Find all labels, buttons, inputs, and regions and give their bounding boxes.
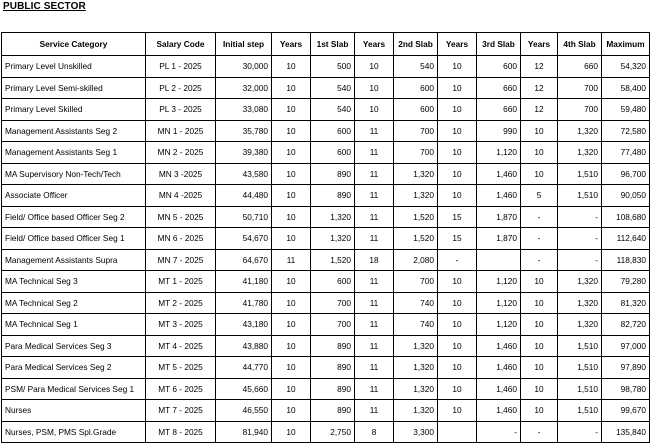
cell-fourth-slab: 660 — [558, 56, 602, 78]
cell-service-category: MA Technical Seg 3 — [2, 271, 146, 293]
cell-second-slab: 1,320 — [394, 185, 438, 207]
column-header-service-category: Service Category — [2, 33, 146, 56]
cell-years-4: 12 — [521, 56, 558, 78]
cell-initial-step: 64,670 — [216, 249, 272, 271]
cell-third-slab: 990 — [477, 120, 521, 142]
cell-years-1: 10 — [272, 163, 311, 185]
cell-first-slab: 890 — [311, 335, 355, 357]
table-row — [2, 400, 650, 422]
cell-third-slab: 600 — [477, 56, 521, 78]
cell-years-1: 10 — [272, 142, 311, 164]
cell-first-slab: 600 — [311, 271, 355, 293]
cell-maximum: 90,050 — [602, 185, 650, 207]
cell-second-slab: 1,520 — [394, 206, 438, 228]
cell-second-slab: 1,320 — [394, 400, 438, 422]
cell-years-1: 10 — [272, 335, 311, 357]
cell-years-2: 10 — [355, 56, 394, 78]
cell-years-3 — [438, 421, 477, 443]
cell-second-slab: 1,320 — [394, 378, 438, 400]
cell-fourth-slab: 1,510 — [558, 335, 602, 357]
cell-salary-code: MT 4 - 2025 — [146, 335, 216, 357]
cell-years-1: 10 — [272, 120, 311, 142]
cell-years-2: 11 — [355, 357, 394, 379]
cell-initial-step: 30,000 — [216, 56, 272, 78]
cell-maximum: 82,720 — [602, 314, 650, 336]
cell-initial-step: 33,080 — [216, 99, 272, 121]
cell-second-slab: 1,320 — [394, 335, 438, 357]
table-row — [2, 206, 650, 228]
cell-service-category: Para Medical Services Seg 3 — [2, 335, 146, 357]
column-header-first-slab: 1st Slab — [311, 33, 355, 56]
cell-years-1: 10 — [272, 56, 311, 78]
cell-third-slab: 1,460 — [477, 163, 521, 185]
cell-years-2: 11 — [355, 120, 394, 142]
cell-initial-step: 39,380 — [216, 142, 272, 164]
cell-years-1: 10 — [272, 77, 311, 99]
cell-fourth-slab: 1,510 — [558, 357, 602, 379]
header-row — [2, 33, 650, 56]
cell-years-3: 15 — [438, 228, 477, 250]
table-row — [2, 421, 650, 443]
cell-years-2: 11 — [355, 314, 394, 336]
cell-years-2: 11 — [355, 228, 394, 250]
table-row — [2, 357, 650, 379]
cell-years-2: 18 — [355, 249, 394, 271]
cell-third-slab: 1,120 — [477, 142, 521, 164]
cell-third-slab: 1,120 — [477, 271, 521, 293]
cell-initial-step: 44,770 — [216, 357, 272, 379]
cell-first-slab: 700 — [311, 292, 355, 314]
cell-third-slab: 1,120 — [477, 314, 521, 336]
cell-first-slab: 600 — [311, 120, 355, 142]
cell-second-slab: 3,300 — [394, 421, 438, 443]
column-header-fourth-slab: 4th Slab — [558, 33, 602, 56]
cell-fourth-slab: - — [558, 228, 602, 250]
table-row — [2, 228, 650, 250]
cell-initial-step: 41,780 — [216, 292, 272, 314]
table-row — [2, 120, 650, 142]
cell-years-2: 11 — [355, 271, 394, 293]
cell-maximum: 108,680 — [602, 206, 650, 228]
cell-third-slab: 1,460 — [477, 357, 521, 379]
cell-years-3: 10 — [438, 378, 477, 400]
cell-first-slab: 600 — [311, 142, 355, 164]
cell-years-3: 10 — [438, 185, 477, 207]
cell-first-slab: 1,520 — [311, 249, 355, 271]
cell-service-category: Nurses — [2, 400, 146, 422]
cell-service-category: Management Assistants Supra — [2, 249, 146, 271]
cell-second-slab: 700 — [394, 271, 438, 293]
cell-years-2: 11 — [355, 400, 394, 422]
cell-years-2: 10 — [355, 99, 394, 121]
cell-service-category: Associate Officer — [2, 185, 146, 207]
cell-years-1: 11 — [272, 249, 311, 271]
cell-initial-step: 50,710 — [216, 206, 272, 228]
cell-first-slab: 890 — [311, 378, 355, 400]
cell-salary-code: MN 2 - 2025 — [146, 142, 216, 164]
cell-first-slab: 540 — [311, 77, 355, 99]
cell-initial-step: 43,580 — [216, 163, 272, 185]
column-header-maximum: Maximum — [602, 33, 650, 56]
cell-maximum: 81,320 — [602, 292, 650, 314]
cell-second-slab: 1,520 — [394, 228, 438, 250]
cell-years-1: 10 — [272, 271, 311, 293]
column-header-years-3: Years — [438, 33, 477, 56]
cell-first-slab: 700 — [311, 314, 355, 336]
cell-salary-code: MT 1 - 2025 — [146, 271, 216, 293]
cell-years-2: 11 — [355, 206, 394, 228]
cell-years-2: 11 — [355, 335, 394, 357]
cell-service-category: Primary Level Unskilled — [2, 56, 146, 78]
cell-years-3: 10 — [438, 271, 477, 293]
cell-second-slab: 540 — [394, 56, 438, 78]
cell-first-slab: 890 — [311, 400, 355, 422]
cell-salary-code: MT 2 - 2025 — [146, 292, 216, 314]
table-row — [2, 142, 650, 164]
table-row — [2, 163, 650, 185]
cell-service-category: MA Technical Seg 1 — [2, 314, 146, 336]
cell-years-3: 10 — [438, 99, 477, 121]
cell-service-category: MA Technical Seg 2 — [2, 292, 146, 314]
cell-years-2: 11 — [355, 292, 394, 314]
cell-salary-code: MT 7 - 2025 — [146, 400, 216, 422]
column-header-second-slab: 2nd Slab — [394, 33, 438, 56]
cell-salary-code: PL 1 - 2025 — [146, 56, 216, 78]
cell-years-4: - — [521, 228, 558, 250]
cell-fourth-slab: 1,510 — [558, 400, 602, 422]
cell-initial-step: 54,670 — [216, 228, 272, 250]
cell-fourth-slab: 700 — [558, 99, 602, 121]
cell-fourth-slab: 1,320 — [558, 142, 602, 164]
cell-years-3: 10 — [438, 357, 477, 379]
cell-years-1: 10 — [272, 357, 311, 379]
cell-service-category: Primary Level Semi-skilled — [2, 77, 146, 99]
column-header-years-4: Years — [521, 33, 558, 56]
cell-years-1: 10 — [272, 99, 311, 121]
cell-years-4: 12 — [521, 99, 558, 121]
cell-years-1: 10 — [272, 314, 311, 336]
cell-fourth-slab: 1,510 — [558, 185, 602, 207]
cell-years-2: 11 — [355, 142, 394, 164]
table-row — [2, 378, 650, 400]
table-row — [2, 271, 650, 293]
cell-maximum: 97,000 — [602, 335, 650, 357]
cell-maximum: 77,480 — [602, 142, 650, 164]
cell-second-slab: 1,320 — [394, 357, 438, 379]
cell-years-2: 11 — [355, 185, 394, 207]
column-header-third-slab: 3rd Slab — [477, 33, 521, 56]
cell-fourth-slab: - — [558, 421, 602, 443]
cell-fourth-slab: - — [558, 206, 602, 228]
cell-years-2: 11 — [355, 163, 394, 185]
cell-years-4: 5 — [521, 185, 558, 207]
cell-maximum: 96,700 — [602, 163, 650, 185]
cell-salary-code: MN 7 - 2025 — [146, 249, 216, 271]
cell-years-3: 15 — [438, 206, 477, 228]
cell-years-3: 10 — [438, 77, 477, 99]
cell-years-4: 10 — [521, 314, 558, 336]
cell-first-slab: 2,750 — [311, 421, 355, 443]
cell-maximum: 112,640 — [602, 228, 650, 250]
cell-years-3: 10 — [438, 142, 477, 164]
cell-service-category: Management Assistants Seg 2 — [2, 120, 146, 142]
cell-years-4: - — [521, 206, 558, 228]
cell-initial-step: 43,180 — [216, 314, 272, 336]
cell-initial-step: 44,480 — [216, 185, 272, 207]
cell-maximum: 97,890 — [602, 357, 650, 379]
table-row — [2, 77, 650, 99]
cell-second-slab: 700 — [394, 120, 438, 142]
cell-salary-code: MN 1 - 2025 — [146, 120, 216, 142]
cell-service-category: Nurses, PSM, PMS Spl.Grade — [2, 421, 146, 443]
cell-third-slab: - — [477, 421, 521, 443]
cell-years-4: 10 — [521, 292, 558, 314]
cell-years-1: 10 — [272, 185, 311, 207]
cell-service-category: Management Assistants Seg 1 — [2, 142, 146, 164]
cell-initial-step: 45,660 — [216, 378, 272, 400]
cell-salary-code: MT 3 - 2025 — [146, 314, 216, 336]
cell-initial-step: 46,550 — [216, 400, 272, 422]
cell-years-3: - — [438, 249, 477, 271]
cell-service-category: PSM/ Para Medical Services Seg 1 — [2, 378, 146, 400]
table-row — [2, 335, 650, 357]
cell-first-slab: 890 — [311, 185, 355, 207]
cell-years-3: 10 — [438, 292, 477, 314]
cell-years-4: 10 — [521, 335, 558, 357]
table-row — [2, 314, 650, 336]
cell-years-2: 11 — [355, 378, 394, 400]
cell-initial-step: 81,940 — [216, 421, 272, 443]
cell-salary-code: MN 4 -2025 — [146, 185, 216, 207]
cell-maximum: 72,580 — [602, 120, 650, 142]
cell-fourth-slab: 1,510 — [558, 163, 602, 185]
cell-first-slab: 890 — [311, 357, 355, 379]
cell-second-slab: 740 — [394, 314, 438, 336]
cell-years-3: 10 — [438, 335, 477, 357]
cell-fourth-slab: - — [558, 249, 602, 271]
table-row — [2, 292, 650, 314]
cell-service-category: Primary Level Skilled — [2, 99, 146, 121]
cell-third-slab — [477, 249, 521, 271]
cell-salary-code: MT 5 - 2025 — [146, 357, 216, 379]
cell-years-4: 10 — [521, 357, 558, 379]
cell-initial-step: 32,000 — [216, 77, 272, 99]
cell-salary-code: MT 6 - 2025 — [146, 378, 216, 400]
cell-years-2: 8 — [355, 421, 394, 443]
cell-years-4: 10 — [521, 400, 558, 422]
cell-years-3: 10 — [438, 400, 477, 422]
table-row — [2, 99, 650, 121]
cell-years-1: 10 — [272, 228, 311, 250]
cell-years-4: 10 — [521, 378, 558, 400]
cell-first-slab: 890 — [311, 163, 355, 185]
cell-maximum: 98,780 — [602, 378, 650, 400]
cell-second-slab: 600 — [394, 99, 438, 121]
cell-second-slab: 740 — [394, 292, 438, 314]
cell-first-slab: 1,320 — [311, 228, 355, 250]
cell-third-slab: 1,460 — [477, 335, 521, 357]
cell-initial-step: 35,780 — [216, 120, 272, 142]
cell-third-slab: 1,460 — [477, 185, 521, 207]
cell-years-4: 12 — [521, 77, 558, 99]
cell-maximum: 59,480 — [602, 99, 650, 121]
cell-maximum: 58,400 — [602, 77, 650, 99]
cell-maximum: 54,320 — [602, 56, 650, 78]
page-title: PUBLIC SECTOR — [3, 1, 86, 12]
cell-third-slab: 1,870 — [477, 228, 521, 250]
cell-maximum: 135,840 — [602, 421, 650, 443]
cell-years-1: 10 — [272, 400, 311, 422]
cell-years-1: 10 — [272, 378, 311, 400]
cell-second-slab: 600 — [394, 77, 438, 99]
cell-years-4: 10 — [521, 163, 558, 185]
cell-service-category: MA Supervisory Non-Tech/Tech — [2, 163, 146, 185]
cell-fourth-slab: 1,510 — [558, 378, 602, 400]
table-row — [2, 249, 650, 271]
cell-second-slab: 2,080 — [394, 249, 438, 271]
cell-years-4: 10 — [521, 120, 558, 142]
cell-salary-code: PL 2 - 2025 — [146, 77, 216, 99]
cell-years-3: 10 — [438, 314, 477, 336]
cell-service-category: Field/ Office based Officer Seg 1 — [2, 228, 146, 250]
cell-maximum: 99,670 — [602, 400, 650, 422]
cell-initial-step: 41,180 — [216, 271, 272, 293]
cell-fourth-slab: 700 — [558, 77, 602, 99]
cell-service-category: Para Medical Services Seg 2 — [2, 357, 146, 379]
cell-years-1: 10 — [272, 421, 311, 443]
cell-years-2: 10 — [355, 77, 394, 99]
column-header-years-2: Years — [355, 33, 394, 56]
cell-second-slab: 700 — [394, 142, 438, 164]
cell-salary-code: MN 5 - 2025 — [146, 206, 216, 228]
cell-years-3: 10 — [438, 56, 477, 78]
cell-fourth-slab: 1,320 — [558, 314, 602, 336]
cell-years-3: 10 — [438, 120, 477, 142]
column-header-initial-step: Initial step — [216, 33, 272, 56]
cell-maximum: 118,830 — [602, 249, 650, 271]
cell-first-slab: 1,320 — [311, 206, 355, 228]
cell-third-slab: 1,870 — [477, 206, 521, 228]
cell-first-slab: 500 — [311, 56, 355, 78]
cell-initial-step: 43,880 — [216, 335, 272, 357]
cell-years-4: 10 — [521, 271, 558, 293]
cell-fourth-slab: 1,320 — [558, 120, 602, 142]
column-header-salary-code: Salary Code — [146, 33, 216, 56]
cell-salary-code: MN 6 - 2025 — [146, 228, 216, 250]
cell-third-slab: 1,120 — [477, 292, 521, 314]
cell-maximum: 79,280 — [602, 271, 650, 293]
cell-salary-code: PL 3 - 2025 — [146, 99, 216, 121]
cell-second-slab: 1,320 — [394, 163, 438, 185]
table-body — [2, 56, 650, 443]
cell-fourth-slab: 1,320 — [558, 292, 602, 314]
cell-years-3: 10 — [438, 163, 477, 185]
cell-service-category: Field/ Office based Officer Seg 2 — [2, 206, 146, 228]
cell-third-slab: 1,460 — [477, 378, 521, 400]
salary-table — [1, 32, 650, 443]
cell-third-slab: 1,460 — [477, 400, 521, 422]
cell-years-4: - — [521, 249, 558, 271]
cell-third-slab: 660 — [477, 99, 521, 121]
cell-fourth-slab: 1,320 — [558, 271, 602, 293]
column-header-years-1: Years — [272, 33, 311, 56]
cell-third-slab: 660 — [477, 77, 521, 99]
cell-years-4: - — [521, 421, 558, 443]
cell-years-1: 10 — [272, 292, 311, 314]
cell-salary-code: MT 8 - 2025 — [146, 421, 216, 443]
table-row — [2, 56, 650, 78]
cell-years-4: 10 — [521, 142, 558, 164]
cell-salary-code: MN 3 -2025 — [146, 163, 216, 185]
cell-years-1: 10 — [272, 206, 311, 228]
table-row — [2, 185, 650, 207]
cell-first-slab: 540 — [311, 99, 355, 121]
